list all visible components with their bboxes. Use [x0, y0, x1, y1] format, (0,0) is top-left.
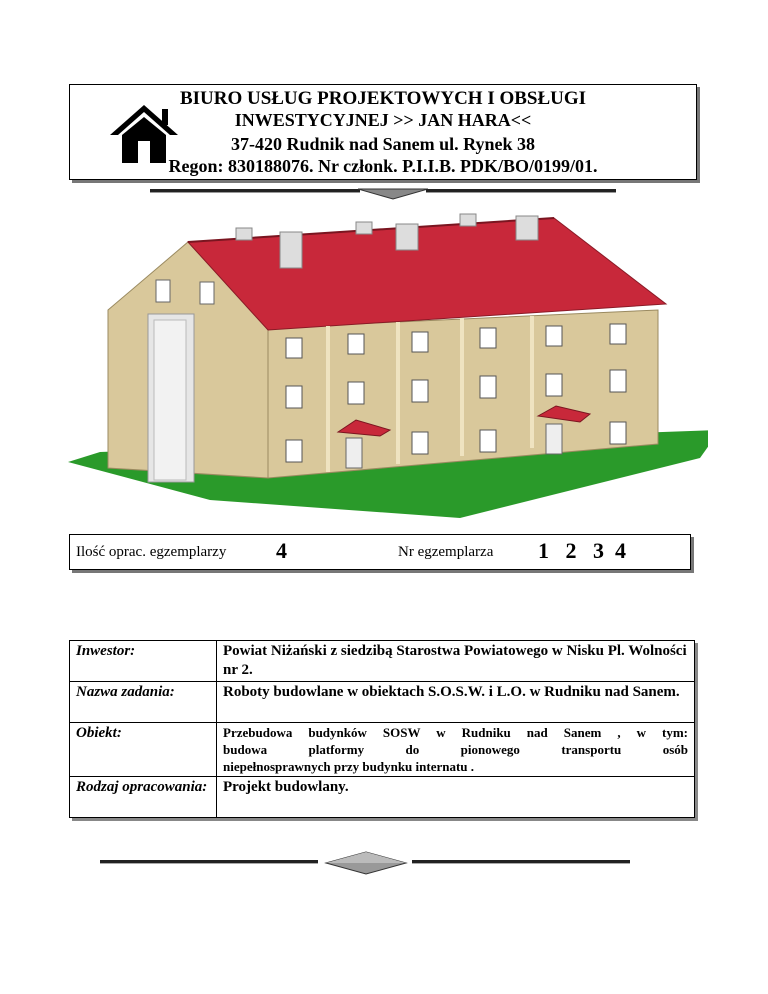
header-line-2: INWESTYCYJNEJ >> JAN HARA<< [234, 110, 532, 130]
task-name-label: Nazwa zadania: [70, 682, 217, 723]
investor-label: Inwestor: [70, 641, 217, 682]
document-type-value: Projekt budowlany. [217, 777, 695, 818]
header-separator-diamond [358, 184, 428, 200]
object-value-line-3: niepełnosprawnych przy budynku internatu . [223, 759, 475, 774]
investor-value: Powiat Niżański z siedzibą Starostwa Powiatowego w Nisku Pl. Wolności nr 2. [217, 641, 695, 682]
table-row [70, 682, 695, 723]
table-row [70, 723, 695, 777]
header-line-3: 37-420 Rudnik nad Sanem ul. Rynek 38 [231, 134, 535, 154]
header-separator-left [150, 189, 360, 193]
header-line-1: BIURO USŁUG PROJEKTOWYCH I OBSŁUGI [179, 88, 587, 109]
object-value [217, 723, 695, 777]
copy-number-label: Nr egzemplarza [398, 544, 494, 560]
office-header [69, 84, 697, 180]
task-name-value: Roboty budowlane w obiektach S.O.S.W. i L.O. w Rudniku nad Sanem. [217, 682, 695, 723]
copies-box [69, 534, 691, 570]
footer-separator [100, 850, 630, 876]
object-value-line-2: budowa platformy do pionowego transportu osób [223, 742, 688, 757]
table-row [70, 777, 695, 818]
copy-number-value: 1 2 3 4 [538, 538, 626, 563]
object-label: Obiekt: [70, 723, 217, 777]
header-line-4: Regon: 830188076. Nr członk. P.I.I.B. PDK/BO/0199/01. [168, 156, 598, 176]
copies-count-label: Ilość oprac. egzemplarzy [76, 544, 227, 560]
header-separator-right [426, 189, 616, 193]
project-info-table [69, 640, 695, 818]
building-illustration [60, 200, 708, 518]
copies-count-value: 4 [276, 538, 287, 563]
table-row [70, 641, 695, 682]
object-value-line-1: Przebudowa budynków SOSW w Rudniku nad Sanem , w tym: [223, 725, 688, 740]
document-type-label: Rodzaj opracowania: [70, 777, 217, 818]
